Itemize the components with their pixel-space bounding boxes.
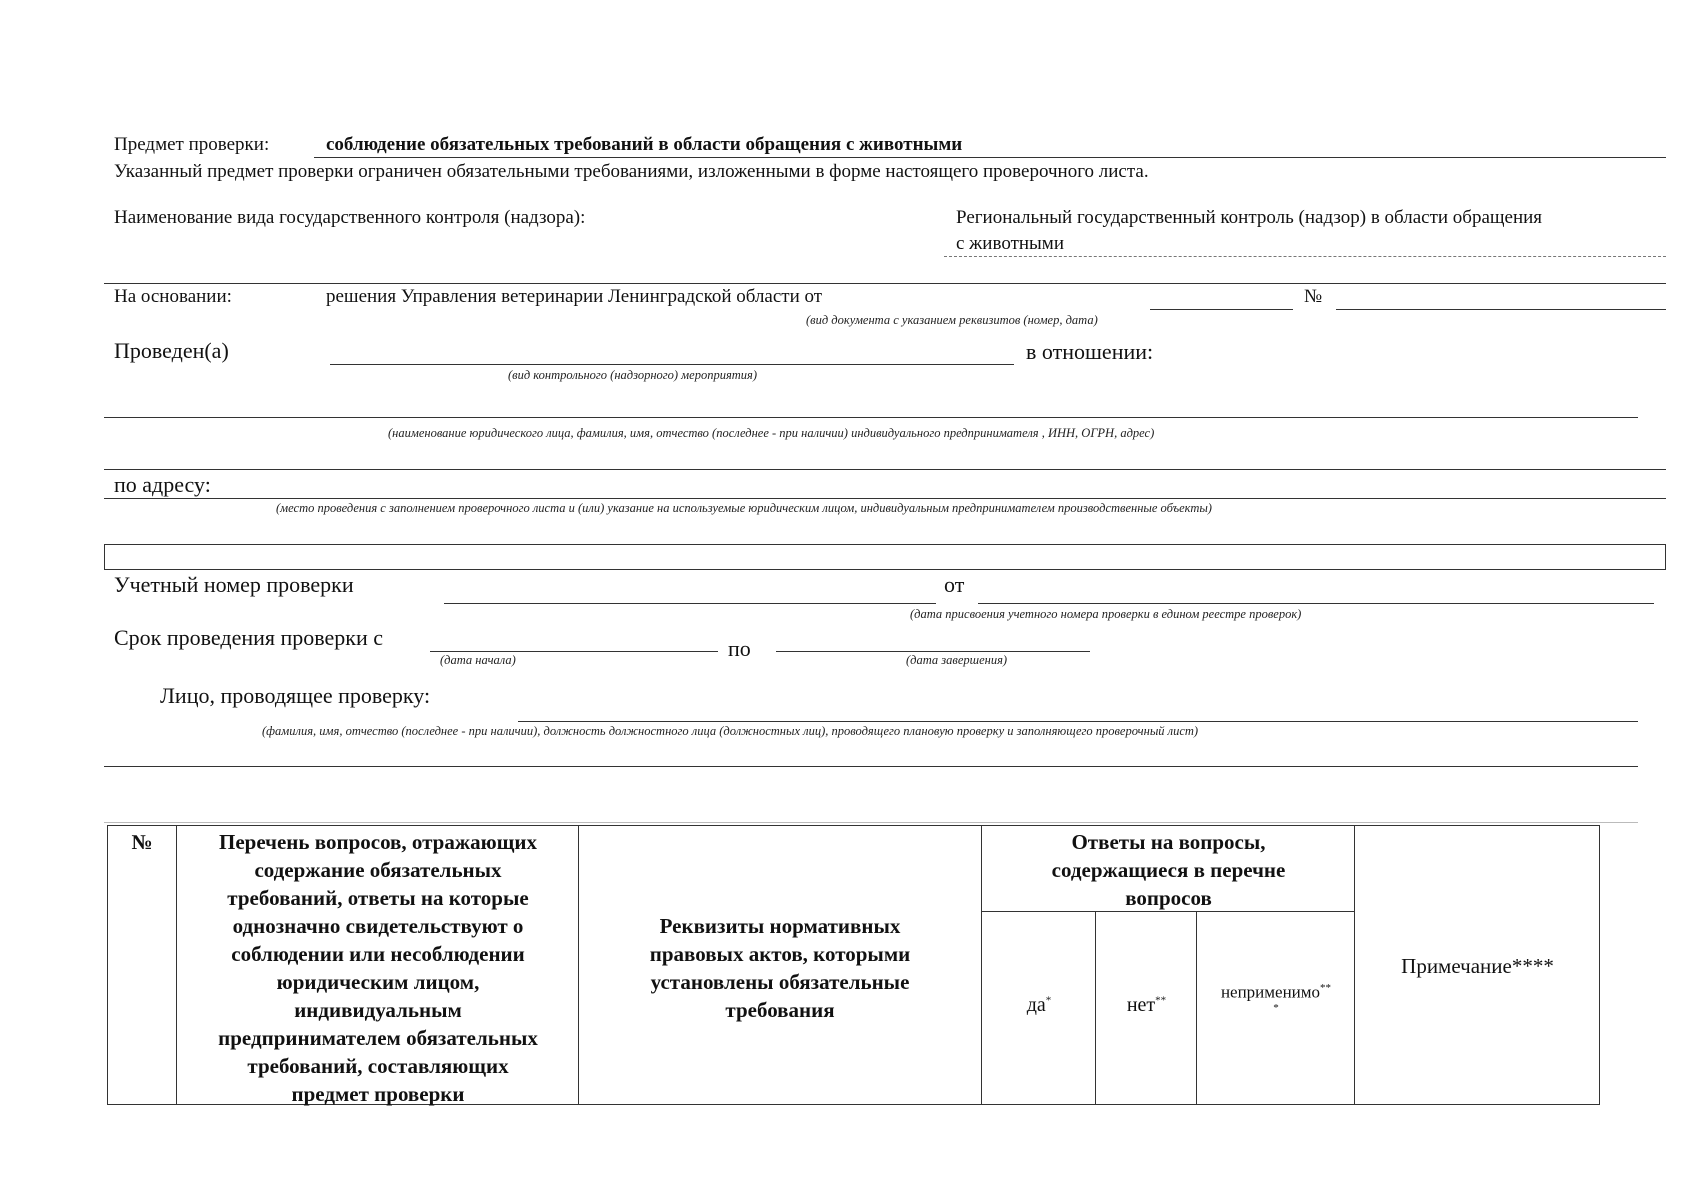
header-requisites-line: установлены обязательные <box>650 970 910 994</box>
inspector-hint: (фамилия, имя, отчество (последнее - при наличии), должность должностного лица (должностных лиц), проводящего плановую проверку и заполняющего проверочный лист) <box>262 724 1199 738</box>
header-questions-line: содержание обязательных <box>254 858 502 882</box>
header-requisites <box>580 912 980 1024</box>
header-questions-line: Перечень вопросов, отражающих <box>219 830 537 854</box>
header-questions-line: соблюдении или несоблюдении <box>231 942 525 966</box>
registration-date-line <box>978 603 1654 604</box>
table-col-sep <box>1196 911 1197 1104</box>
inspector-line <box>518 721 1638 722</box>
registration-hint: (дата присвоения учетного номера проверки в едином реестре проверок) <box>910 607 1302 621</box>
registration-from: от <box>944 572 965 597</box>
basis-value: решения Управления ветеринарии Ленинградской области от <box>326 286 823 307</box>
registration-number-line <box>444 603 936 604</box>
divider-table <box>104 822 1638 823</box>
address-box <box>104 544 1666 570</box>
answer-no-mark: ** <box>1155 994 1167 1007</box>
header-requisites-line: правовых актов, которыми <box>649 942 911 966</box>
answer-no: нет** <box>1126 994 1167 1016</box>
period-start-line <box>430 651 718 652</box>
header-requisites-line: Реквизиты нормативных <box>659 914 901 938</box>
control-type-label: Наименование вида государственного контроля (надзора): <box>114 207 586 228</box>
header-requisites-line: требования <box>725 998 835 1022</box>
table-col-sep <box>1354 826 1355 1104</box>
header-number: № <box>131 830 153 854</box>
control-type-value-line1: Региональный государственный контроль (надзор) в области обращения <box>956 207 1543 228</box>
basis-hint: (вид документа с указанием реквизитов (номер, дата) <box>806 313 1098 327</box>
control-type-value-line2: с животными <box>956 233 1064 254</box>
period-start-hint: (дата начала) <box>440 653 516 667</box>
header-questions-line: предмет проверки <box>291 1082 465 1106</box>
header-questions-line: однозначно свидетельствуют о <box>232 914 524 938</box>
conducted-line <box>330 364 1014 365</box>
basis-date-line <box>1150 309 1293 310</box>
address-label: по адресу: <box>114 472 211 497</box>
conducted-hint: (вид контрольного (надзорного) мероприятия) <box>508 368 758 382</box>
period-label: Срок проведения проверки с <box>114 625 384 650</box>
answer-na-mark-top: ** <box>1320 982 1332 994</box>
answer-na-mark-bottom: * <box>1273 1001 1279 1014</box>
divider-basis <box>104 283 1666 284</box>
table-col-sep <box>981 826 982 1104</box>
header-answers-line: содержащиеся в перечне <box>1051 858 1286 882</box>
header-questions-line: предпринимателем обязательных <box>218 1026 538 1050</box>
header-answers <box>983 828 1354 912</box>
answer-yes: да* <box>1026 994 1052 1016</box>
answer-yes-mark: * <box>1045 994 1052 1007</box>
table-col-sep <box>1095 911 1096 1104</box>
header-questions-line: требований, ответы на которые <box>227 886 529 910</box>
control-type-underline <box>944 256 1666 257</box>
period-to: по <box>728 636 751 661</box>
basis-number-sign: № <box>1304 286 1323 307</box>
subject-note: Указанный предмет проверки ограничен обязательными требованиями, изложенными в форме настоящего проверочного листа. <box>114 161 1149 182</box>
table-col-sep <box>578 826 579 1104</box>
header-note: Примечание**** <box>1401 954 1554 978</box>
conducted-label: Проведен(а) <box>114 338 229 363</box>
subject-label: Предмет проверки: <box>114 134 270 155</box>
entity-hint: (наименование юридического лица, фамилия, имя, отчество (последнее - при наличии) индивидуального предпринимателя , ИНН, ОГРН, адрес) <box>388 426 1155 440</box>
header-questions-line: требований, составляющих <box>247 1054 509 1078</box>
conducted-regarding: в отношении: <box>1026 339 1154 364</box>
divider-address <box>104 469 1666 470</box>
address-line <box>104 498 1666 499</box>
address-hint: (место проведения с заполнением проверочного листа и (или) указание на используемые юридическим лицом, индивидуальным предпринимателем производственные объекты) <box>276 501 1212 515</box>
basis-number-line <box>1336 309 1666 310</box>
entity-line <box>104 417 1638 418</box>
header-answers-line: вопросов <box>1125 886 1212 910</box>
answer-not-applicable: неприменимо** * <box>1198 982 1354 1013</box>
checklist-table <box>107 825 1600 1105</box>
period-end-hint: (дата завершения) <box>906 653 1008 667</box>
inspector-line-2 <box>104 766 1638 767</box>
subject-value: соблюдение обязательных требований в области обращения с животными <box>326 134 963 155</box>
basis-label: На основании: <box>114 286 232 307</box>
header-questions-line: индивидуальным <box>294 998 462 1022</box>
registration-label: Учетный номер проверки <box>114 572 354 597</box>
header-questions-line: юридическим лицом, <box>276 970 480 994</box>
period-end-line <box>776 651 1090 652</box>
header-questions <box>178 828 578 1108</box>
subject-underline <box>314 157 1666 158</box>
header-answers-line: Ответы на вопросы, <box>1071 830 1266 854</box>
table-col-sep <box>176 826 177 1104</box>
inspector-label: Лицо, проводящее проверку: <box>160 683 431 708</box>
